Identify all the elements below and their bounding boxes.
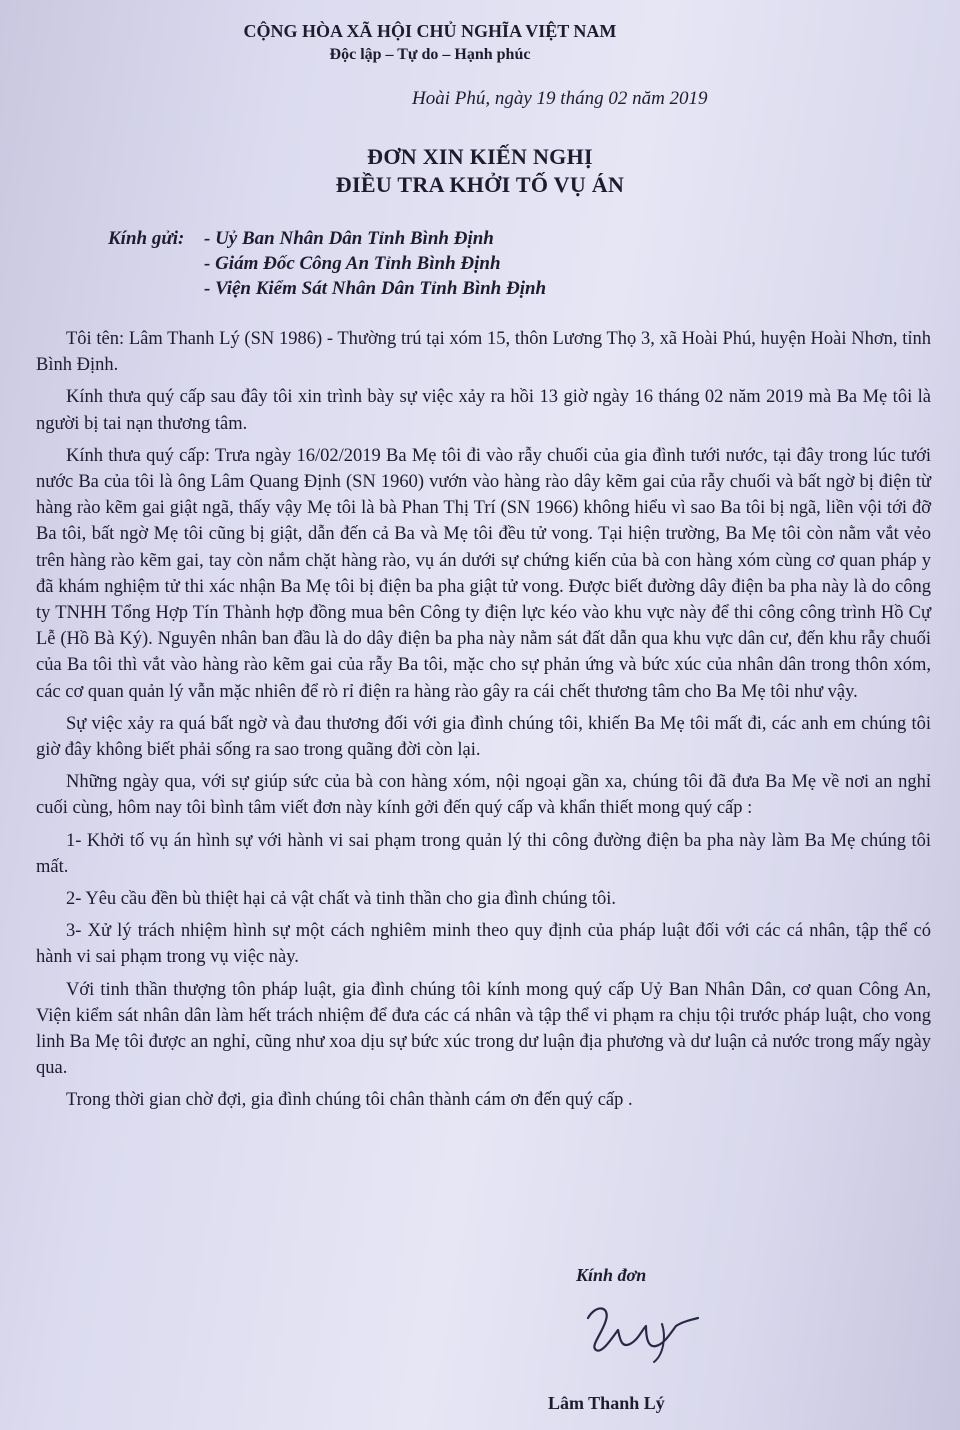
body-paragraph-thanks: Trong thời gian chờ đợi, gia đình chúng tôi chân thành cám ơn đến quý cấp . — [66, 1090, 633, 1111]
recipient-item: - Viện Kiểm Sát Nhân Dân Tỉnh Bình Định — [204, 278, 547, 299]
body-request-item-3: 3- Xử lý trách nhiệm hình sự một cách nghiêm minh theo quy định của pháp luật đối với các cá nhân, tập thể có hành vi sai phạm trong vụ việc này. — [36, 921, 931, 968]
recipient-row — [108, 251, 546, 276]
document-subtitle: ĐIỀU TRA KHỞI TỐ VỤ ÁN — [335, 172, 625, 197]
closing-label: Kính đơn — [576, 1265, 647, 1285]
signer-name: Lâm Thanh Lý — [548, 1393, 665, 1413]
recipient-row — [108, 276, 546, 301]
recipient-item: - Uỷ Ban Nhân Dân Tỉnh Bình Định — [204, 228, 494, 249]
body-paragraph-incident: Kính thưa quý cấp: Trưa ngày 16/02/2019 Ba Mẹ tôi đi vào rẫy chuối của gia đình tưới nước, tại đây trong lúc tưới nước Ba của tôi là ông Lâm Quang Định (SN 1960) vướn vào hàng rào dây kẽm gai của rẫy chuối và bất ngờ bị điện từ hàng rào kẽm gai giật ngã, thấy vậy Mẹ tôi là bà Phan Thị Trí (SN 1966) không hiểu vì sao Ba tôi bị ngã, liền vội tới đỡ Ba tôi, bất ngờ Mẹ tôi cũng bị giật, dẫn đến cả Ba và Mẹ tôi đều tử vong. Tại hiện trường, Ba Mẹ tôi còn nằm vắt vẻo trên hàng rào kẽm gai, tay còn nắm chặt hàng rào, vụ án dưới sự chứng kiến của bà con hàng xóm cùng cơ quan pháp y đã khám nghiệm tử thi xác nhận Ba Mẹ tôi bị điện ba pha giật tử vong. Được biết đường dây điện ba pha này là do công ty TNHH Tổng Hợp Tín Thành hợp đồng mua bên Công ty điện lực kéo vào khu vực này để thi công công trình Hồ Cự Lễ (Hồ Bà Ký). Nguyên nhân ban đầu là do dây điện ba pha này nằm sát đất dẫn qua khu vực dân cư, đến khu rẫy chuối của Ba tôi thì vắt vào hàng rào kẽm gai của rẫy Ba tôi, mặc cho sự phản ứng và bức xúc của nhân dân trong thôn xóm, các cơ quan quản lý vẫn mặc nhiên để rò rỉ điện ra hàng rào gây ra cái chết thương tâm cho Ba Mẹ tôi như vậy. — [36, 445, 931, 702]
body-paragraph-request-intro: Những ngày qua, với sự giúp sức của bà con hàng xóm, nội ngoại gần xa, chúng tôi đã đưa Ba Mẹ về nơi an nghỉ cuối cùng, hôm nay tôi bình tâm viết đơn này kính gởi đến quý cấp và khẩn thiết mong quý cấp : — [36, 772, 931, 819]
national-title: CỘNG HÒA XÃ HỘI CHỦ NGHĨA VIỆT NAM — [243, 21, 617, 41]
recipient-row — [108, 226, 546, 251]
body-request-item-1: 1- Khởi tố vụ án hình sự với hành vi sai phạm trong quản lý thi công đường điện ba pha này làm Ba Mẹ chúng tôi mất. — [36, 830, 931, 877]
document-title: ĐƠN XIN KIẾN NGHỊ — [367, 144, 593, 169]
recipients-label: Kính gửi: — [108, 228, 185, 249]
handwritten-signature — [566, 1296, 716, 1366]
letter-body — [36, 326, 931, 1120]
place-and-date: Hoài Phú, ngày 19 tháng 02 năm 2019 — [412, 88, 708, 109]
national-motto: Độc lập – Tự do – Hạnh phúc — [329, 46, 531, 63]
body-paragraph-grief: Sự việc xảy ra quá bất ngờ và đau thương đối với gia đình chúng tôi, khiến Ba Mẹ tôi mất đi, các anh em chúng tôi giờ đây không biết phải sống ra sao trong quãng đời còn lại. — [36, 713, 931, 761]
body-paragraph-intro: Kính thưa quý cấp sau đây tôi xin trình bày sự việc xảy ra hồi 13 giờ ngày 16 tháng 02 năm 2019 mà Ba Mẹ tôi là người bị tai nạn thương tâm. — [36, 387, 931, 434]
body-paragraph-appeal: Với tinh thần thượng tôn pháp luật, gia đình chúng tôi kính mong quý cấp Uỷ Ban Nhân Dân, cơ quan Công An, Viện kiểm sát nhân dân làm hết trách nhiệm để đưa các cá nhân và tập thể vi phạm ra chịu tội trước pháp luật, cho vong linh Ba Mẹ tôi được an nghỉ, cũng như xoa dịu sự bức xúc trong dư luận địa phương và dư luận cả nước trong mấy ngày qua. — [36, 979, 931, 1079]
recipients-block — [108, 226, 546, 301]
recipient-item: - Giám Đốc Công An Tỉnh Bình Định — [204, 253, 501, 274]
body-paragraph-identity: Tôi tên: Lâm Thanh Lý (SN 1986) - Thường trú tại xóm 15, thôn Lương Thọ 3, xã Hoài Phú, huyện Hoài Nhơn, tỉnh Bình Định. — [36, 329, 931, 376]
body-request-item-2: 2- Yêu cầu đền bù thiệt hại cả vật chất và tinh thần cho gia đình chúng tôi. — [66, 889, 617, 910]
